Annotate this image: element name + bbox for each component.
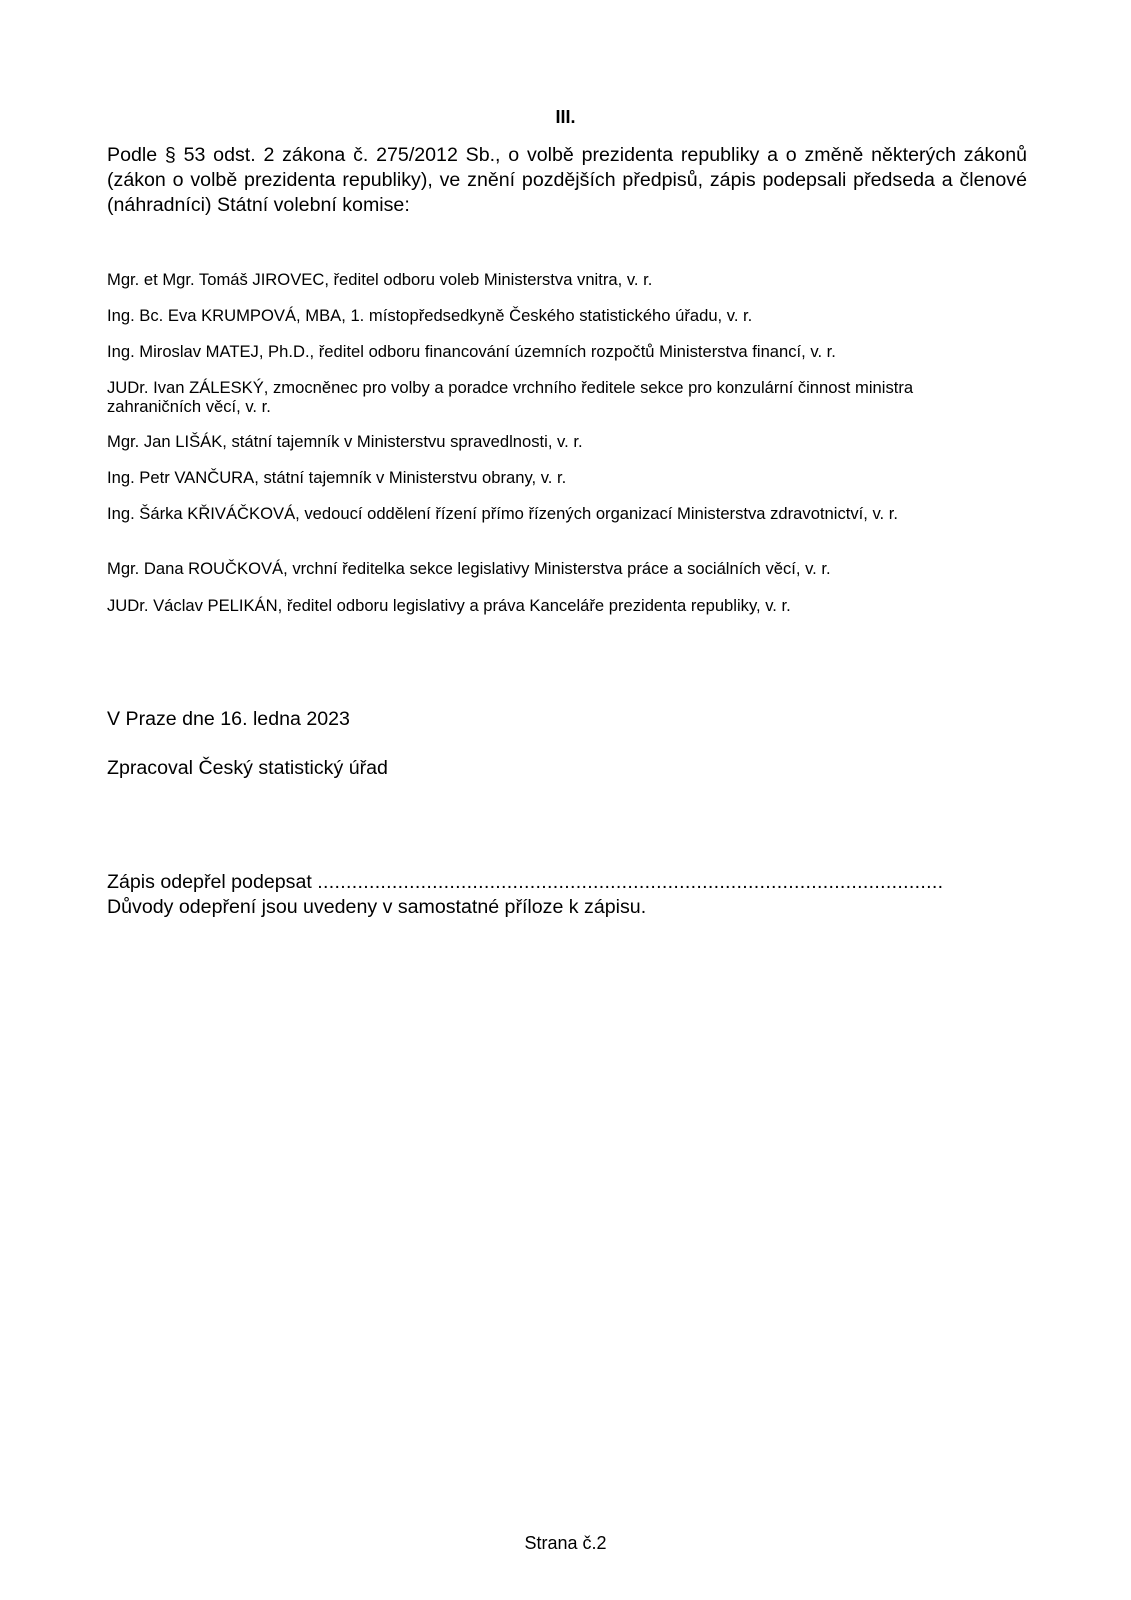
refusal-reason: Důvody odepření jsou uvedeny v samostatné příloze k zápisu. <box>107 896 647 918</box>
place-and-date: V Praze dne 16. ledna 2023 <box>107 708 350 730</box>
refusal-label: Zápis odepřel podepsat <box>107 871 312 893</box>
section-heading: III. <box>555 107 576 127</box>
signatory-item: JUDr. Ivan ZÁLESKÝ, zmocněnec pro volby a poradce vrchního ředitele sekce pro konzulární činnost ministra zahraničních věcí, v. r. <box>107 378 914 416</box>
signature-dotted-line: ............................................................................................................. <box>317 871 944 893</box>
processed-by: Zpracoval Český statistický úřad <box>107 757 388 779</box>
refusal-signature-line <box>107 870 1027 895</box>
page-number: Strana č.2 <box>524 1533 607 1553</box>
signatory-item: Ing. Bc. Eva KRUMPOVÁ, MBA, 1. místopředsedkyně Českého statistického úřadu, v. r. <box>107 306 753 325</box>
signatory-item: Ing. Šárka KŘIVÁČKOVÁ, vedoucí oddělení řízení přímo řízených organizací Ministerstva zdravotnictví, v. r. <box>107 504 898 523</box>
signatory-item: JUDr. Václav PELIKÁN, ředitel odboru legislativy a práva Kanceláře prezidenta republiky, v. r. <box>107 596 791 615</box>
signatory-item: Mgr. Jan LIŠÁK, státní tajemník v Ministerstvu spravedlnosti, v. r. <box>107 432 583 451</box>
signatory-item: Ing. Petr VANČURA, státní tajemník v Ministerstvu obrany, v. r. <box>107 468 567 487</box>
signatory-item: Ing. Miroslav MATEJ, Ph.D., ředitel odboru financování územních rozpočtů Ministerstva financí, v. r. <box>107 342 836 361</box>
intro-paragraph: Podle § 53 odst. 2 zákona č. 275/2012 Sb., o volbě prezidenta republiky a o změně některých zákonů (zákon o volbě prezidenta republiky), ve znění pozdějších předpisů, zápis podepsali předseda a členové (náhradníci) Státní volební komise: <box>107 144 1027 216</box>
signatory-item: Mgr. et Mgr. Tomáš JIROVEC, ředitel odboru voleb Ministerstva vnitra, v. r. <box>107 270 653 289</box>
signatory-item: Mgr. Dana ROUČKOVÁ, vrchní ředitelka sekce legislativy Ministerstva práce a sociálních věcí, v. r. <box>107 559 831 578</box>
